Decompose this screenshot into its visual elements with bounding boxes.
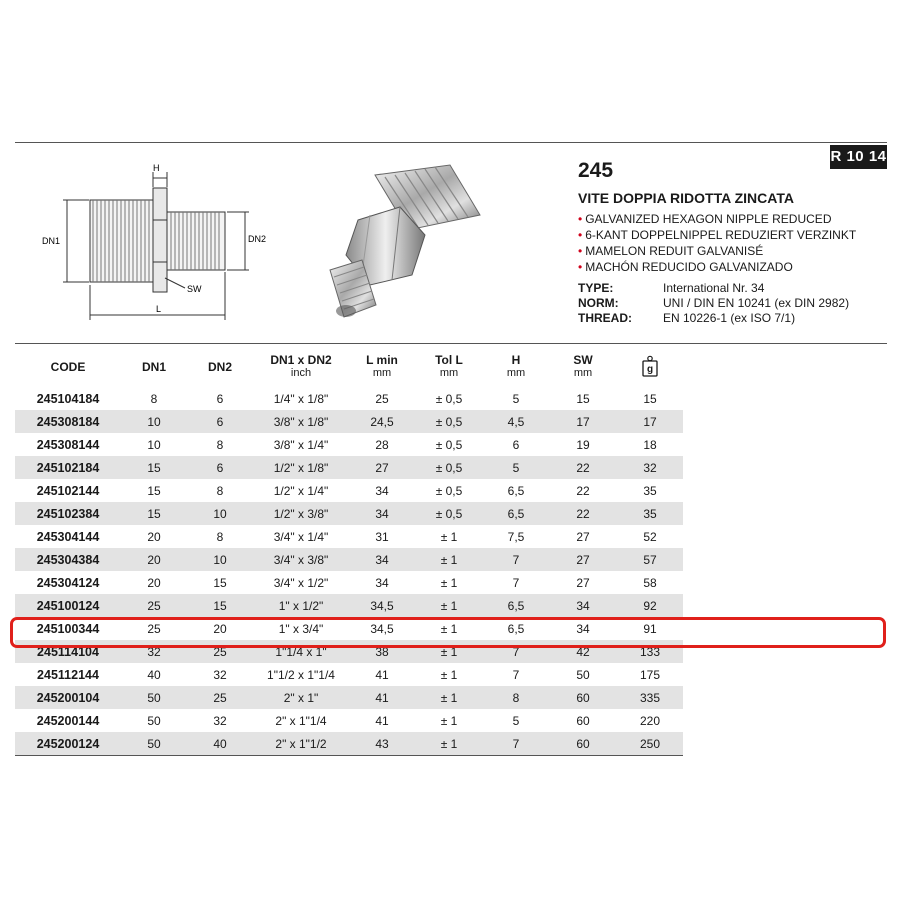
table-cell: 220 [639, 713, 661, 728]
table-cell: 32 [121, 640, 187, 663]
table-cell: 15 [121, 502, 187, 525]
table-row [15, 433, 683, 456]
table-row [15, 456, 683, 479]
table-cell: 8 [150, 391, 158, 406]
cell-code: 245102144 [36, 483, 100, 498]
table-cell: 8 [216, 437, 224, 452]
cell-code: 245304384 [15, 548, 121, 571]
table-cell: 335 [617, 686, 683, 709]
table-cell: 2" x 1" [253, 686, 349, 709]
table-cell: 10 [187, 502, 253, 525]
table-cell: 22 [549, 502, 617, 525]
cell-code: 245100344 [36, 621, 100, 636]
table-cell: 42 [549, 640, 617, 663]
table-cell: 6,5 [507, 483, 525, 498]
table-cell: 52 [643, 529, 657, 544]
table-cell: 18 [643, 437, 657, 452]
table-cell: 4,5 [483, 410, 549, 433]
table-cell: 34 [375, 575, 389, 590]
cell-code: 245200104 [15, 686, 121, 709]
spec-key: NORM: [578, 296, 619, 310]
table-cell: ± 0,5 [415, 456, 483, 479]
table-cell: 34 [549, 594, 617, 617]
table-cell: 2" x 1"1/2 [253, 732, 349, 756]
header-code: CODE [50, 359, 86, 374]
spec-norm [578, 296, 888, 311]
table-cell: ± 1 [440, 529, 458, 544]
table-cell: 60 [549, 732, 617, 756]
table-cell: 1" x 3/4" [278, 621, 324, 636]
table-cell: 41 [349, 686, 415, 709]
table-cell: 57 [617, 548, 683, 571]
table-cell: 175 [639, 667, 661, 682]
table-cell: 15 [147, 483, 161, 498]
drawing-label-l: L [156, 304, 162, 314]
table-cell: ± 0,5 [415, 410, 483, 433]
table-cell: 15 [187, 594, 253, 617]
table-row [15, 663, 683, 686]
table-cell: ± 0,5 [415, 502, 483, 525]
table-cell: 3/8" x 1/4" [273, 437, 329, 452]
cell-code: 245112144 [37, 667, 99, 682]
table-cell: 15 [643, 391, 657, 406]
table-cell: 25 [121, 594, 187, 617]
spec-thread [578, 311, 888, 326]
table-cell: 41 [375, 713, 389, 728]
table-cell: 7 [512, 667, 520, 682]
table-cell: 15 [576, 391, 590, 406]
table-cell: 2" x 1"1/4 [275, 713, 327, 728]
table-row [15, 525, 683, 548]
table-cell: ± 0,5 [435, 437, 463, 452]
table-cell: 19 [576, 437, 590, 452]
table-cell: ± 1 [415, 686, 483, 709]
table-cell: ± 1 [440, 713, 458, 728]
technical-drawing [35, 160, 285, 330]
table-cell: 6 [187, 410, 253, 433]
spec-value: International Nr. 34 [663, 281, 765, 295]
header-lmin: L min mm [349, 347, 415, 387]
table-cell: 1"1/2 x 1"1/4 [267, 667, 335, 682]
cell-code: 245200124 [15, 732, 121, 756]
table-row [15, 732, 683, 756]
header-unit: mm [506, 367, 526, 379]
table-cell: 1/2" x 1/8" [253, 456, 349, 479]
table-row [15, 571, 683, 594]
table-cell: 10 [187, 548, 253, 571]
table-cell: 3/4" x 1/4" [273, 529, 329, 544]
table-cell: ± 1 [440, 621, 458, 636]
table-header-row [15, 347, 683, 387]
cell-code: 245308184 [15, 410, 121, 433]
table-cell: ± 1 [415, 594, 483, 617]
product-number: 245 [578, 159, 614, 182]
table-cell: 34 [375, 483, 389, 498]
table-cell: ± 1 [415, 732, 483, 756]
table-cell: 20 [121, 548, 187, 571]
cell-code: 245308144 [36, 437, 100, 452]
table-cell: 58 [643, 575, 657, 590]
table-cell: 35 [643, 483, 657, 498]
table-cell: 8 [216, 483, 224, 498]
table-cell: 25 [187, 686, 253, 709]
table-cell: 50 [576, 667, 590, 682]
table-cell: 27 [549, 548, 617, 571]
table-cell: 1" x 1/2" [253, 594, 349, 617]
product-photo [300, 155, 490, 335]
cell-code: 245102184 [15, 456, 121, 479]
catalog-badge: R 10 14 [830, 145, 887, 169]
weight-icon [642, 355, 658, 377]
table-cell: 6 [512, 437, 520, 452]
svg-text:g: g [646, 363, 654, 375]
table-cell: 20 [147, 529, 161, 544]
cell-code: 245304124 [36, 575, 100, 590]
table-cell: ± 1 [440, 575, 458, 590]
table-cell: 41 [375, 667, 389, 682]
table-cell: 50 [121, 686, 187, 709]
cell-code: 245114104 [15, 640, 121, 663]
table-cell: 7 [483, 732, 549, 756]
table-cell: 7,5 [507, 529, 525, 544]
table-body [15, 387, 683, 756]
table-cell: 5 [483, 456, 549, 479]
spec-type [578, 281, 888, 296]
table-cell: 25 [375, 391, 389, 406]
table-cell: 34,5 [370, 621, 394, 636]
drawing-label-h: H [153, 163, 160, 173]
drawing-label-sw: SW [187, 284, 202, 294]
table-row [15, 709, 683, 732]
table-cell: 8 [483, 686, 549, 709]
table-cell: 24,5 [349, 410, 415, 433]
translation-item: • MAMELON REDUIT GALVANISÉ [578, 243, 888, 259]
spec-list [578, 281, 888, 326]
header-tol: Tol L mm [415, 347, 483, 387]
drawing-label-dn2: DN2 [248, 234, 267, 244]
table-cell: 10 [121, 410, 187, 433]
table-cell: 3/4" x 3/8" [253, 548, 349, 571]
table-cell: 32 [213, 713, 227, 728]
table-cell: 27 [576, 575, 590, 590]
table-cell: 6 [216, 391, 224, 406]
table-cell: ± 1 [440, 667, 458, 682]
table-cell: 38 [349, 640, 415, 663]
table-cell: 60 [576, 713, 590, 728]
table-cell: 22 [576, 483, 590, 498]
cell-code: 245100124 [15, 594, 121, 617]
table-cell: 5 [512, 713, 520, 728]
table-cell: 6,5 [507, 621, 525, 636]
table-cell: ± 0,5 [435, 483, 463, 498]
translation-item: • GALVANIZED HEXAGON NIPPLE REDUCED [578, 211, 888, 227]
table-cell: 60 [549, 686, 617, 709]
table-row [15, 594, 683, 617]
table-cell: 40 [147, 667, 161, 682]
table-cell: 25 [187, 640, 253, 663]
table-cell: ± 1 [415, 548, 483, 571]
table-cell: 50 [121, 732, 187, 756]
table-row [15, 387, 683, 410]
cell-code: 245102384 [15, 502, 121, 525]
table-cell: 250 [617, 732, 683, 756]
table-cell: 22 [549, 456, 617, 479]
product-info [578, 155, 888, 326]
spec-value: UNI / DIN EN 10241 (ex DIN 2982) [663, 296, 850, 310]
highlighted-row-marker [10, 617, 886, 648]
table-cell: 8 [216, 529, 224, 544]
translation-list [578, 211, 888, 275]
table-cell: 91 [643, 621, 657, 636]
table-cell: 35 [617, 502, 683, 525]
spec-key: TYPE: [578, 281, 614, 295]
table-row [15, 410, 683, 433]
header-unit: mm [573, 367, 593, 379]
table-cell: 3/4" x 1/2" [273, 575, 329, 590]
header-dn1xdn2: DN1 x DN2 inch [253, 347, 349, 387]
header-sw: SW mm [549, 347, 617, 387]
cell-code: 245200144 [36, 713, 100, 728]
table-cell: 34 [576, 621, 590, 636]
table-cell: 6,5 [483, 502, 549, 525]
table-cell: 20 [147, 575, 161, 590]
table-cell: 1/2" x 3/8" [253, 502, 349, 525]
table-cell: 6,5 [483, 594, 549, 617]
cell-code: 245104184 [36, 391, 100, 406]
translation-item: • MACHÓN REDUCIDO GALVANIZADO [578, 259, 888, 275]
table-cell: 25 [147, 621, 161, 636]
table-cell: 92 [617, 594, 683, 617]
header-dn2: DN2 [207, 359, 232, 374]
product-table [15, 347, 683, 756]
table-cell: 20 [213, 621, 227, 636]
top-divider [15, 142, 887, 143]
table-cell: 50 [147, 713, 161, 728]
cell-code: 245304144 [36, 529, 100, 544]
table-cell: ± 0,5 [435, 391, 463, 406]
header-unit: mm [372, 367, 392, 379]
header-unit: inch [290, 367, 312, 379]
table-divider [15, 343, 887, 344]
header-h: H mm [483, 347, 549, 387]
table-cell: 17 [549, 410, 617, 433]
header-dn1: DN1 [141, 359, 166, 374]
table-cell: 15 [121, 456, 187, 479]
table-cell: 17 [617, 410, 683, 433]
table-cell: 27 [349, 456, 415, 479]
table-cell: 34,5 [349, 594, 415, 617]
table-cell: 7 [512, 575, 520, 590]
table-cell: 1"1/4 x 1" [253, 640, 349, 663]
table-cell: 7 [483, 640, 549, 663]
drawing-label-dn1: DN1 [42, 236, 61, 246]
table-cell: 34 [349, 548, 415, 571]
header-weight [617, 347, 683, 387]
table-row [15, 479, 683, 502]
spec-value: EN 10226-1 (ex ISO 7/1) [663, 311, 796, 325]
spec-key: THREAD: [578, 311, 632, 325]
table-cell: 27 [576, 529, 590, 544]
table-cell: 6 [187, 456, 253, 479]
table-row [15, 548, 683, 571]
table-cell: 1/4" x 1/8" [273, 391, 329, 406]
translation-item: • 6-KANT DOPPELNIPPEL REDUZIERT VERZINKT [578, 227, 888, 243]
product-title: VITE DOPPIA RIDOTTA ZINCATA [578, 190, 794, 206]
table-cell: 3/8" x 1/8" [253, 410, 349, 433]
table-cell: 5 [512, 391, 520, 406]
table-cell: 32 [617, 456, 683, 479]
table-cell: 31 [375, 529, 389, 544]
table-cell: 34 [349, 502, 415, 525]
table-row [15, 502, 683, 525]
header-unit: mm [439, 367, 459, 379]
table-cell: 10 [147, 437, 161, 452]
table-row [15, 686, 683, 709]
table-cell: 43 [349, 732, 415, 756]
table-cell: 40 [187, 732, 253, 756]
table-cell: 133 [617, 640, 683, 663]
table-cell: 28 [375, 437, 389, 452]
table-cell: 7 [483, 548, 549, 571]
table-cell: 1/2" x 1/4" [273, 483, 329, 498]
table-cell: 32 [213, 667, 227, 682]
table-cell: 15 [213, 575, 227, 590]
table-cell: ± 1 [415, 640, 483, 663]
